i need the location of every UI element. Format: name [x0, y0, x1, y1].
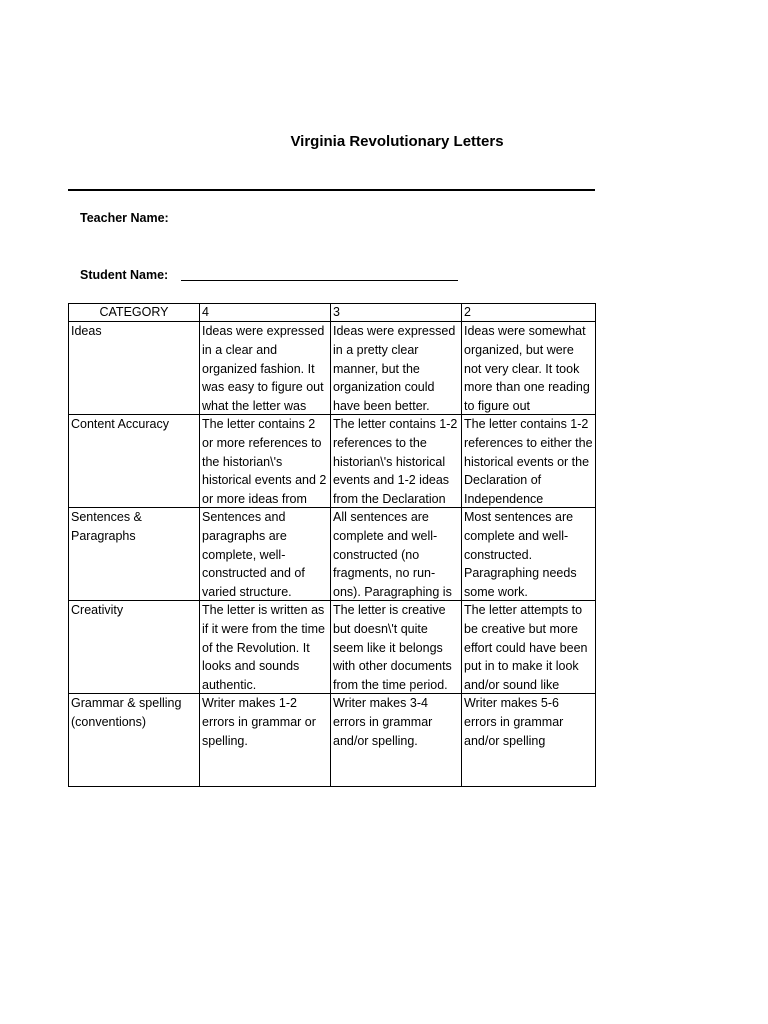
rubric-row-content-accuracy [69, 415, 596, 508]
category-cell [69, 415, 200, 508]
rubric-header-row [69, 304, 596, 322]
score-3-cell [331, 322, 462, 415]
document-title: Virginia Revolutionary Letters [290, 133, 504, 150]
score-4-text: Ideas were expressed in a clear and organized fashion. It was easy to figure out what the letter was [202, 324, 325, 414]
category-text: Grammar & spelling (conventions) [71, 696, 182, 729]
score-2-cell [462, 415, 596, 508]
category-cell [69, 508, 200, 601]
score-3-text: Ideas were expressed in a pretty clear manner, but the organization could have been better. [333, 324, 456, 414]
score-2-cell [462, 508, 596, 601]
score-4-cell [200, 508, 331, 601]
category-text: Content Accuracy [71, 417, 169, 431]
student-name-line [181, 280, 458, 281]
score-3-cell [331, 508, 462, 601]
score-2-text: Writer makes 5-6 errors in grammar and/or spelling [464, 696, 564, 748]
rubric-row-grammar-spelling [69, 694, 596, 787]
score-2-cell [462, 322, 596, 415]
rubric-row-creativity [69, 601, 596, 694]
teacher-name-label: Teacher Name: [80, 211, 169, 225]
header-score-2: 2 [462, 304, 596, 322]
header-score-3: 3 [331, 304, 462, 322]
score-4-text: Writer makes 1-2 errors in grammar or spelling. [202, 696, 316, 748]
score-3-cell [331, 415, 462, 508]
rubric-table [68, 303, 596, 787]
student-name-label: Student Name: [80, 268, 169, 282]
score-4-cell [200, 694, 331, 787]
score-3-text: The letter contains 1-2 references to the historian\'s historical events and 1-2 ideas from the Declaration [333, 417, 458, 507]
score-3-text: The letter is creative but doesn\'t quite seem like it belongs with other documents from the time period. [333, 603, 452, 693]
header-category: CATEGORY [69, 304, 200, 322]
category-text: Ideas [71, 324, 102, 338]
header-score-4: 4 [200, 304, 331, 322]
category-text: Creativity [71, 603, 124, 617]
score-2-text: The letter contains 1-2 references to either the historical events or the Declaration of Independence [464, 417, 593, 507]
score-4-text: Sentences and paragraphs are complete, well-constructed and of varied structure. [202, 510, 305, 600]
score-4-cell [200, 601, 331, 694]
score-3-text: All sentences are complete and well-constructed (no fragments, no run-ons). Paragraphing is [333, 510, 452, 600]
score-4-cell [200, 415, 331, 508]
category-text: Sentences & Paragraphs [71, 510, 142, 543]
score-2-text: Most sentences are complete and well-constructed. Paragraphing needs some work. [464, 510, 577, 600]
score-3-text: Writer makes 3-4 errors in grammar and/or spelling. [333, 696, 433, 748]
category-cell [69, 694, 200, 787]
category-cell [69, 322, 200, 415]
rubric-row-sentences-paragraphs [69, 508, 596, 601]
score-2-text: The letter attempts to be creative but more effort could have been put in to make it look and/or sound like [464, 603, 588, 693]
category-cell [69, 601, 200, 694]
rubric-row-ideas [69, 322, 596, 415]
title-divider [68, 189, 595, 191]
score-2-cell [462, 601, 596, 694]
score-2-cell [462, 694, 596, 787]
score-2-text: Ideas were somewhat organized, but were not very clear. It took more than one reading to figure out [464, 324, 590, 414]
score-3-cell [331, 601, 462, 694]
score-4-cell [200, 322, 331, 415]
score-4-text: The letter contains 2 or more references to the historian\'s historical events and 2 or more ideas from [202, 417, 327, 507]
score-4-text: The letter is written as if it were from the time of the Revolution. It looks and sounds authentic. [202, 603, 325, 693]
score-3-cell [331, 694, 462, 787]
